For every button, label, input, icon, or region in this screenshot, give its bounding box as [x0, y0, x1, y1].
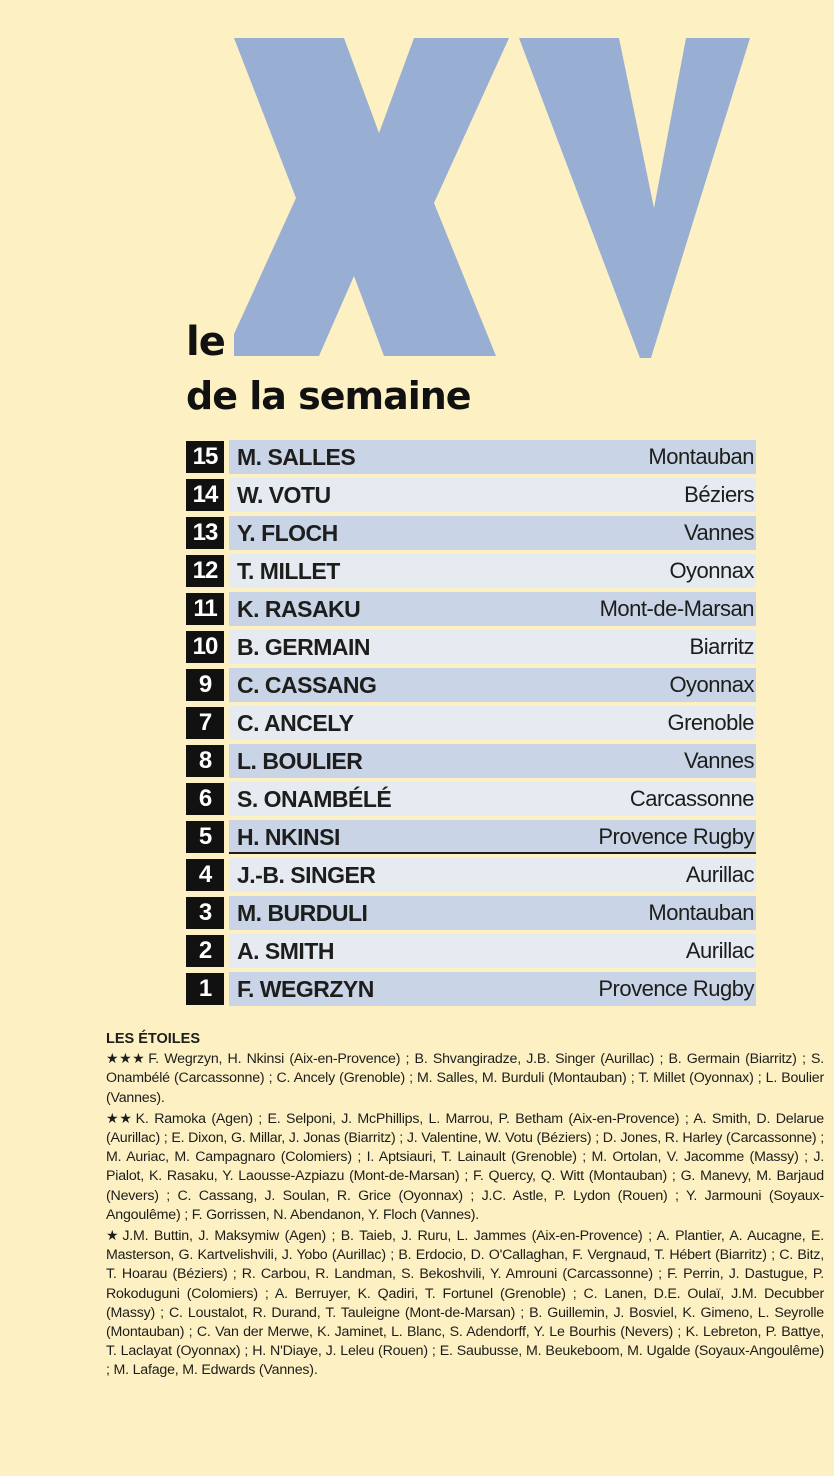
player-bar	[229, 858, 756, 892]
jersey-number: 7	[186, 707, 224, 739]
jersey-number: 5	[186, 821, 224, 853]
player-name: M. BURDULI	[237, 900, 368, 926]
two-stars-icon: ★★	[106, 1110, 133, 1127]
player-name: C. CASSANG	[237, 672, 377, 698]
player-club: Montauban	[648, 444, 754, 469]
player-club: Vannes	[684, 520, 754, 545]
player-club: Mont-de-Marsan	[599, 596, 754, 621]
team-row	[186, 970, 756, 1008]
team-row	[186, 704, 756, 742]
player-bar	[229, 592, 756, 626]
team-row	[186, 476, 756, 514]
player-club: Oyonnax	[669, 558, 754, 583]
three-stars-icon: ★★★	[106, 1051, 146, 1068]
stars-section	[106, 1030, 824, 1383]
jersey-number: 11	[186, 593, 224, 625]
player-bar	[229, 668, 756, 702]
player-bar	[229, 896, 756, 930]
player-club: Provence Rugby	[598, 976, 754, 1001]
player-club: Béziers	[684, 482, 754, 507]
team-row	[186, 818, 756, 856]
stars-group-one	[106, 1227, 824, 1381]
team-row	[186, 894, 756, 932]
player-name: K. RASAKU	[237, 596, 361, 622]
jersey-number: 1	[186, 973, 224, 1005]
team-row	[186, 932, 756, 970]
player-club: Aurillac	[685, 862, 754, 887]
team-row	[186, 856, 756, 894]
player-bar	[229, 706, 756, 740]
player-name: W. VOTU	[237, 482, 331, 508]
stars-text: F. Wegrzyn, H. Nkinsi (Aix-en-Provence) ; B. Shvangiradze, J.B. Singer (Aurillac) ; B. Germain (Biarritz) ; S. Onambélé (Carcassonne) ; C. Ancely (Grenoble) ; M. Salles, M. Burduli (Montauban) ; T. Millet (Oyonnax) ; L. Boulier (Vannes).	[106, 1051, 824, 1106]
player-name: L. BOULIER	[237, 748, 363, 774]
player-bar	[229, 782, 756, 816]
player-name: F. WEGRZYN	[237, 976, 374, 1002]
player-bar	[229, 972, 756, 1006]
team-row	[186, 742, 756, 780]
player-name: H. NKINSI	[237, 824, 340, 850]
stars-text: J.M. Buttin, J. Maksymiw (Agen) ; B. Taieb, J. Ruru, L. Jammes (Aix-en-Provence) ; A. Plantier, A. Aucagne, E. Masterson, G. Kartvelishvili, J. Yobo (Aurillac) ; B. Erdocio, D. O'Callaghan, F. Vergnaud, T. Hébert (Biarritz) ; C. Bitz, T. Hoarau (Béziers) ; R. Carbou, R. Landman, S. Bekoshvili, Y. Amrouni (Carcassonne) ; F. Perrin, J. Dastugue, P. Rokoduguni (Colomiers) ; A. Berruyer, K. Qadiri, T. Fortunel (Grenoble) ; C. Lanen, D.E. Oulaï, J.M. Decubber (Massy) ; C. Loustalot, R. Durand, T. Tauleigne (Mont-de-Marsan) ; B. Guillemin, J. Bosviel, K. Gimeno, L. Seyrolle (Montauban) ; C. Van der Merwe, K. Jaminet, L. Blanc, S. Adendorff, Y. Le Bourhis (Nevers) ; K. Lebreton, P. Battye, T. Laclayat (Oyonnax) ; H. N'Diaye, J. Leleu (Rouen) ; E. Saubusse, M. Beukeboom, M. Ugalde (Soyaux-Angoulême) ; M. Lafage, M. Edwards (Vannes).	[106, 1228, 824, 1379]
player-bar	[229, 516, 756, 550]
player-name: Y. FLOCH	[237, 520, 338, 546]
jersey-number: 12	[186, 555, 224, 587]
player-club: Vannes	[684, 748, 754, 773]
stars-group-three	[106, 1050, 824, 1108]
player-bar	[229, 744, 756, 778]
team-row	[186, 552, 756, 590]
jersey-number: 3	[186, 897, 224, 929]
player-name: J.-B. SINGER	[237, 862, 376, 888]
player-bar	[229, 820, 756, 854]
player-club: Carcassonne	[629, 786, 754, 811]
xv-logo	[234, 38, 754, 358]
player-name: C. ANCELY	[237, 710, 354, 736]
team-row	[186, 514, 756, 552]
stars-text: K. Ramoka (Agen) ; E. Selponi, J. McPhillips, L. Marrou, P. Betham (Aix-en-Provence) ; A. Smith, D. Delarue (Aurillac) ; E. Dixon, G. Millar, J. Jonas (Biarritz) ; J. Valentine, W. Votu (Béziers) ; D. Jones, R. Harley (Carcassonne) ; M. Auriac, M. Campagnaro (Colomiers) ; I. Aptsiauri, T. Lainault (Grenoble) ; M. Ortolan, V. Jacomme (Massy) ; J. Pialot, K. Rasaku, Y. Laousse-Azpiazu (Mont-de-Marsan) ; F. Quercy, Q. Witt (Montauban) ; G. Manevy, M. Barjaud (Nevers) ; C. Cassang, J. Soulan, R. Grice (Oyonnax) ; J.C. Astle, P. Lydon (Rouen) ; Y. Jarmouni (Soyaux-Angoulême) ; F. Gorrissen, N. Abendanon, Y. Floch (Vannes).	[106, 1110, 824, 1223]
player-club: Oyonnax	[669, 672, 754, 697]
player-name: A. SMITH	[237, 938, 334, 964]
jersey-number: 2	[186, 935, 224, 967]
player-name: T. MILLET	[237, 558, 340, 584]
player-name: B. GERMAIN	[237, 634, 370, 660]
jersey-number: 4	[186, 859, 224, 891]
player-club: Provence Rugby	[598, 824, 754, 849]
player-bar	[229, 934, 756, 968]
player-bar	[229, 630, 756, 664]
jersey-number: 9	[186, 669, 224, 701]
team-row	[186, 438, 756, 476]
team-row	[186, 590, 756, 628]
team-row	[186, 666, 756, 704]
jersey-number: 14	[186, 479, 224, 511]
stars-group-two	[106, 1110, 824, 1225]
player-bar	[229, 440, 756, 474]
player-name: M. SALLES	[237, 444, 356, 470]
jersey-number: 10	[186, 631, 224, 663]
jersey-number: 15	[186, 441, 224, 473]
team-row	[186, 628, 756, 666]
player-club: Biarritz	[689, 634, 754, 659]
stars-title: LES ÉTOILES	[106, 1031, 201, 1047]
player-club: Aurillac	[685, 938, 754, 963]
title-le: le	[186, 319, 225, 365]
one-star-icon: ★	[106, 1228, 120, 1245]
player-bar	[229, 478, 756, 512]
team-row	[186, 780, 756, 818]
jersey-number: 8	[186, 745, 224, 777]
player-name: S. ONAMBÉLÉ	[237, 786, 392, 812]
player-club: Montauban	[648, 900, 754, 925]
title-de-la-semaine: de la semaine	[186, 374, 471, 418]
player-club: Grenoble	[667, 710, 754, 735]
team-list	[186, 438, 756, 1008]
jersey-number: 6	[186, 783, 224, 815]
player-bar	[229, 554, 756, 588]
jersey-number: 13	[186, 517, 224, 549]
